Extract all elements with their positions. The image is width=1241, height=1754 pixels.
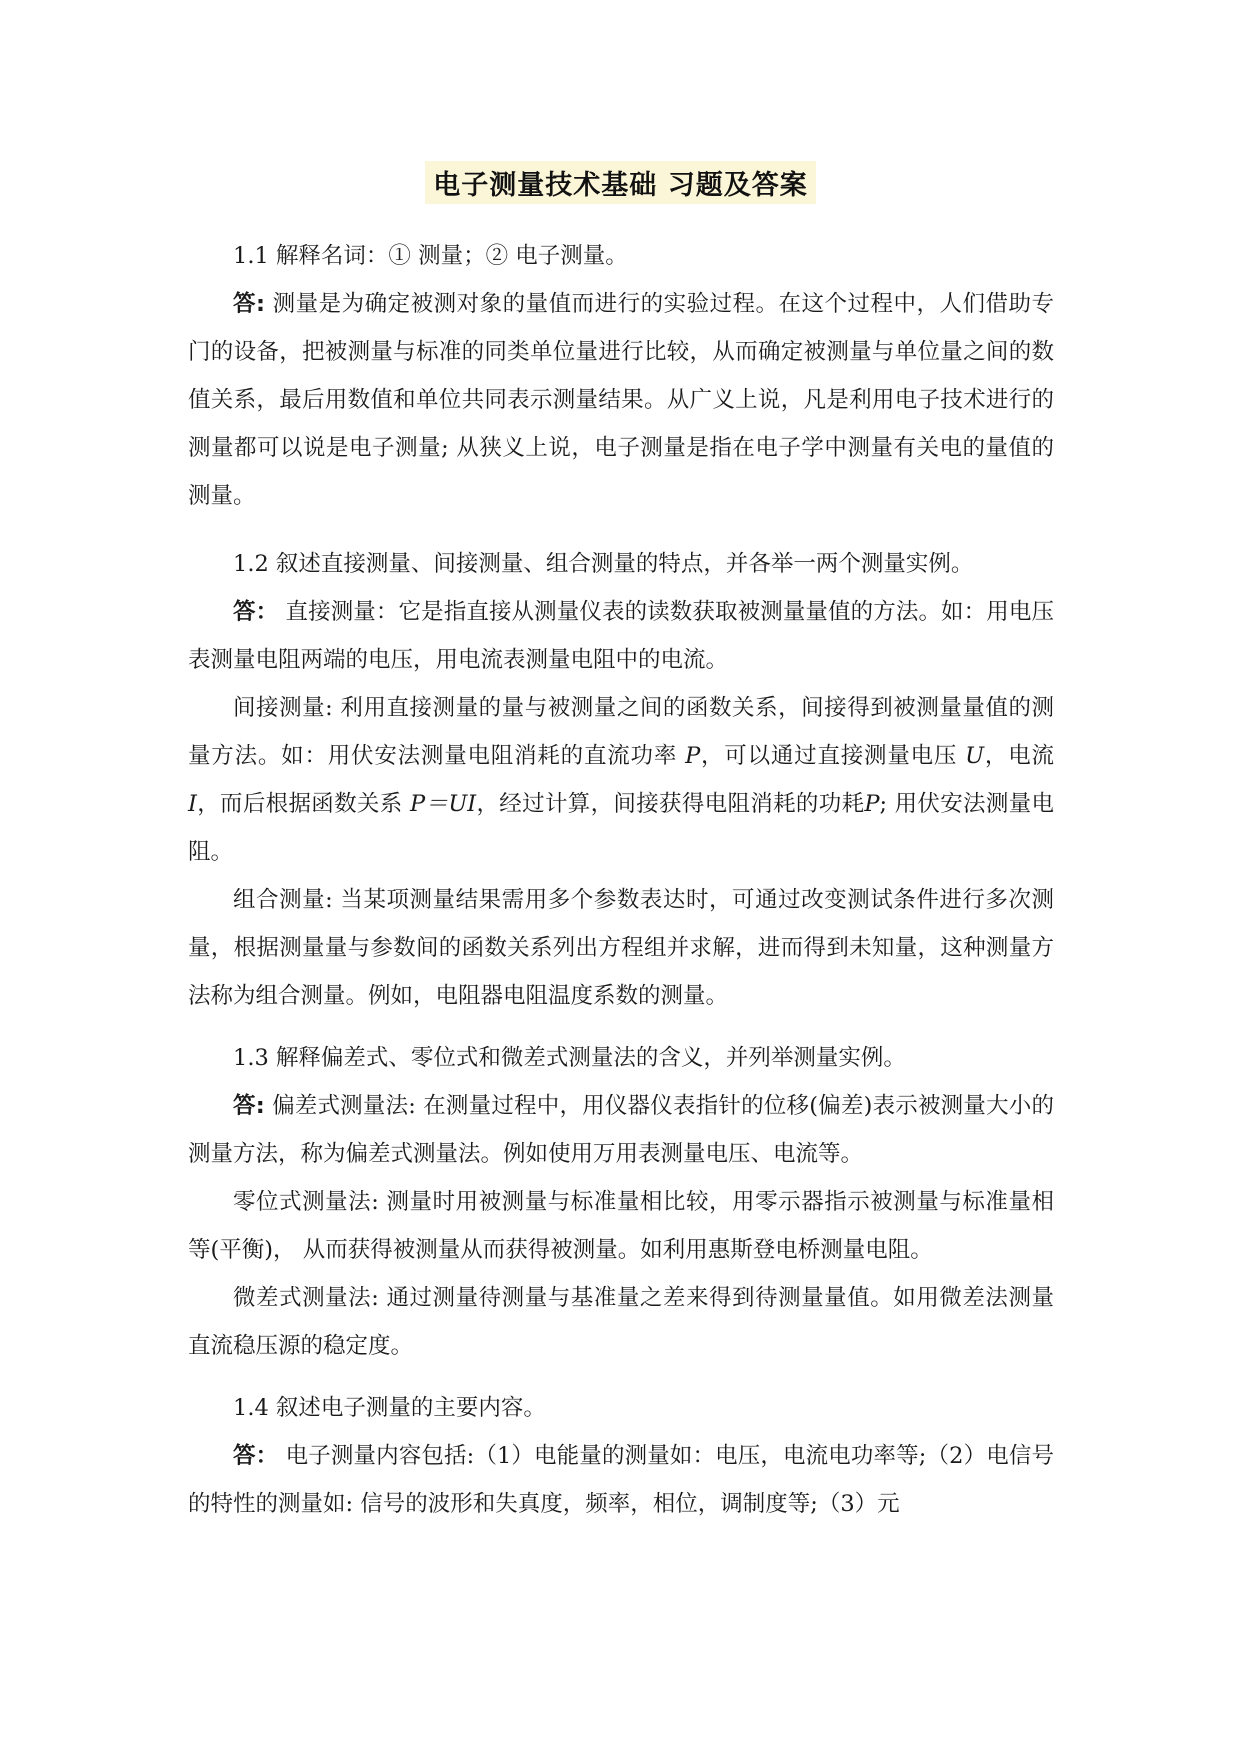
var-p-2: P xyxy=(864,791,880,817)
answer-label: 答: xyxy=(233,1093,265,1119)
answer-1-2-combined: 组合测量: 当某项测量结果需用多个参数表达时，可通过改变测试条件进行多次测量，根据测量量与参数间的函数关系列出方程组并求解，进而得到未知量，这种测量方法称为组合测量。例如，电阻器电阻温度系数的测量。 xyxy=(188,887,1054,1009)
var-u: U xyxy=(965,743,985,769)
indirect-text-4: ，而后根据函数关系 xyxy=(196,791,411,817)
section-spacer xyxy=(188,1370,1054,1384)
answer-1-3-null: 零位式测量法: 测量时用被测量与标准量相比较，用零示器指示被测量与标准量相等(平衡)， 从而获得被测量从而获得被测量。如利用惠斯登电桥测量电阻。 xyxy=(188,1189,1054,1263)
document-body xyxy=(188,232,1054,1528)
formula-p-ui: P＝UI xyxy=(410,791,477,817)
answer-1-3-differential: 微差式测量法: 通过测量待测量与基准量之差来得到待测量量值。如用微差法测量直流稳压源的稳定度。 xyxy=(188,1285,1054,1359)
indirect-text-5: ，经过计算，间接获得电阻消耗的功耗 xyxy=(476,791,865,817)
question-1-4: 1.4 叙述电子测量的主要内容。 xyxy=(233,1395,546,1421)
indirect-text-6: ; 用伏安法测量电阻。 xyxy=(188,791,1054,865)
answer-label: 答: xyxy=(233,291,265,317)
answer-1-1 xyxy=(188,280,1054,520)
section-spacer xyxy=(188,1020,1054,1034)
indirect-text-3: ，电流 xyxy=(984,743,1054,769)
indirect-text-1: 间接测量: 利用直接测量的量与被测量之间的函数关系，间接得到被测量量值的测量方法。如：用伏安法测量电阻消耗的直流功率 xyxy=(188,695,1054,769)
document-title: 电子测量技术基础 习题及答案 xyxy=(425,161,815,204)
title-wrap xyxy=(0,161,1241,204)
answer-1-3-deviation-text: 偏差式测量法: 在测量过程中，用仪器仪表指针的位移(偏差)表示被测量大小的测量方法，称为偏差式测量法。例如使用万用表测量电压、电流等。 xyxy=(188,1093,1054,1167)
var-p: P xyxy=(685,743,701,769)
answer-1-2-indirect xyxy=(188,684,1054,876)
indirect-text-2: ，可以通过直接测量电压 xyxy=(700,743,966,769)
answer-1-2-direct xyxy=(188,588,1054,684)
answer-label: 答： xyxy=(233,599,279,625)
answer-1-3-deviation xyxy=(188,1082,1054,1178)
answer-label: 答： xyxy=(233,1443,279,1469)
question-1-2: 1.2 叙述直接测量、间接测量、组合测量的特点，并各举一两个测量实例。 xyxy=(233,551,974,577)
answer-1-2-direct-text: 直接测量：它是指直接从测量仪表的读数获取被测量量值的方法。如：用电压表测量电阻两端的电压，用电流表测量电阻中的电流。 xyxy=(188,599,1054,673)
answer-1-4-text: 电子测量内容包括:（1）电能量的测量如：电压，电流电功率等;（2）电信号的特性的测量如: 信号的波形和失真度，频率，相位，调制度等;（3）元 xyxy=(188,1443,1054,1517)
question-1-1: 1.1 解释名词：① 测量；② 电子测量。 xyxy=(233,243,628,269)
answer-1-4 xyxy=(188,1432,1054,1528)
section-spacer xyxy=(188,520,1054,540)
answer-1-1-text: 测量是为确定被测对象的量值而进行的实验过程。在这个过程中，人们借助专门的设备，把被测量与标准的同类单位量进行比较，从而确定被测量与单位量之间的数值关系，最后用数值和单位共同表示测量结果。从广义上说，凡是利用电子技术进行的测量都可以说是电子测量; 从狭义上说，电子测量是指在电子学中测量有关电的量值的测量。 xyxy=(188,291,1054,509)
var-i: I xyxy=(188,791,197,817)
question-1-3: 1.3 解释偏差式、零位式和微差式测量法的含义，并列举测量实例。 xyxy=(233,1045,906,1071)
